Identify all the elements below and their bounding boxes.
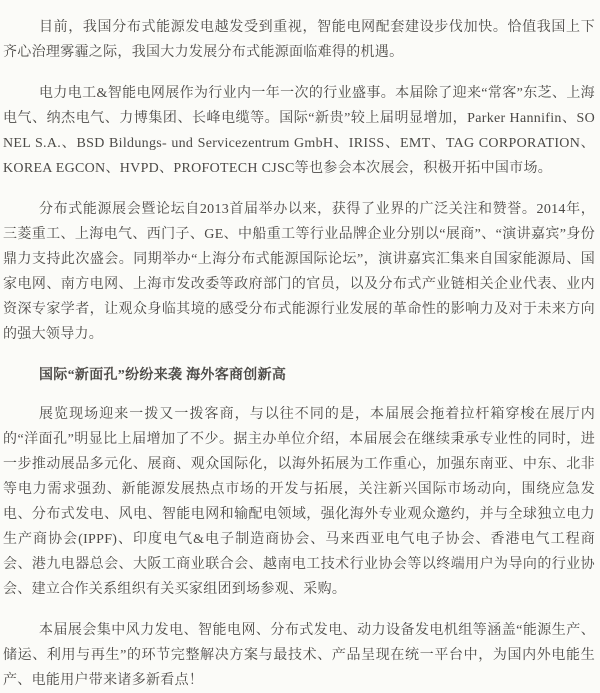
paragraph-intro-3: 分布式能源展会暨论坛自2013首届举办以来，获得了业界的广泛关注和赞誉。2014年，三菱重工、上海电气、西门子、GE、中船重工等行业品牌企业分别以“展商”、“演讲嘉宾”身份鼎力支持此次盛会。同期举办“上海分布式能源国际论坛”，演讲嘉宾汇集来自国家能源局、国家电网、南方电网、上海市发改委等政府部门的官员，以及分布式产业链相关企业代表、业内资深专家学者，让观众身临其境的感受分布式能源行业发展的革命性的影响力及对于未来方向的强大领导力。 bbox=[3, 202, 595, 342]
section-heading: 国际“新面孔”纷纷来袭 海外客商创新高 bbox=[39, 368, 287, 383]
paragraph-intro-1: 目前，我国分布式能源发电越发受到重视，智能电网配套建设步伐加快。恰值我国上下齐心治理雾霾之际，我国大力发展分布式能源面临难得的机遇。 bbox=[3, 20, 595, 60]
paragraph-body-2: 本届展会集中风力发电、智能电网、分布式发电、动力设备发电机组等涵盖“能源生产、储运、利用与再生”的环节完整解决方案与最技术、产品呈现在统一平台中，为国内外电能生产、电能用户带来诸多新看点！ bbox=[3, 623, 595, 688]
paragraph-body-1: 展览现场迎来一拨又一拨客商，与以往不同的是，本届展会拖着拉杆箱穿梭在展厅内的“洋面孔”明显比上届增加了不少。据主办单位介绍，本届展会在继续秉承专业性的同时，进一步推动展品多元化、展商、观众国际化，以海外拓展为工作重心，加强东南亚、中东、北非等电力需求强劲、新能源发展热点市场的开发与拓展，关注新兴国际市场动向，围绕应急发电、分布式发电、风电、智能电网和输配电领域，强化海外专业观众邀约，并与全球独立电力生产商协会(IPPF)、印度电气&电子制造商协会、马来西亚电气电子协会、香港电气工程商会、港九电器总会、大阪工商业联合会、越南电工技术行业协会等以终端用户为导向的行业协会、建立合作关系组织有关买家组团到场参观、采购。 bbox=[3, 407, 595, 597]
paragraph-intro-2: 电力电工&智能电网展作为行业内一年一次的行业盛事。本届除了迎来“常客”东芝、上海电气、纳杰电气、力博集团、长峰电缆等。国际“新贵”较上届明显增加，Parker Hannifin、SONEL S.A.、BSD Bildungs- und Servicezentrum GmbH、IRISS、EMT、TAG CORPORATION、KOREA EGCON、HVPD、PROFOTECH CJSC等也参会本次展会，积极开拓中国市场。 bbox=[3, 86, 595, 176]
